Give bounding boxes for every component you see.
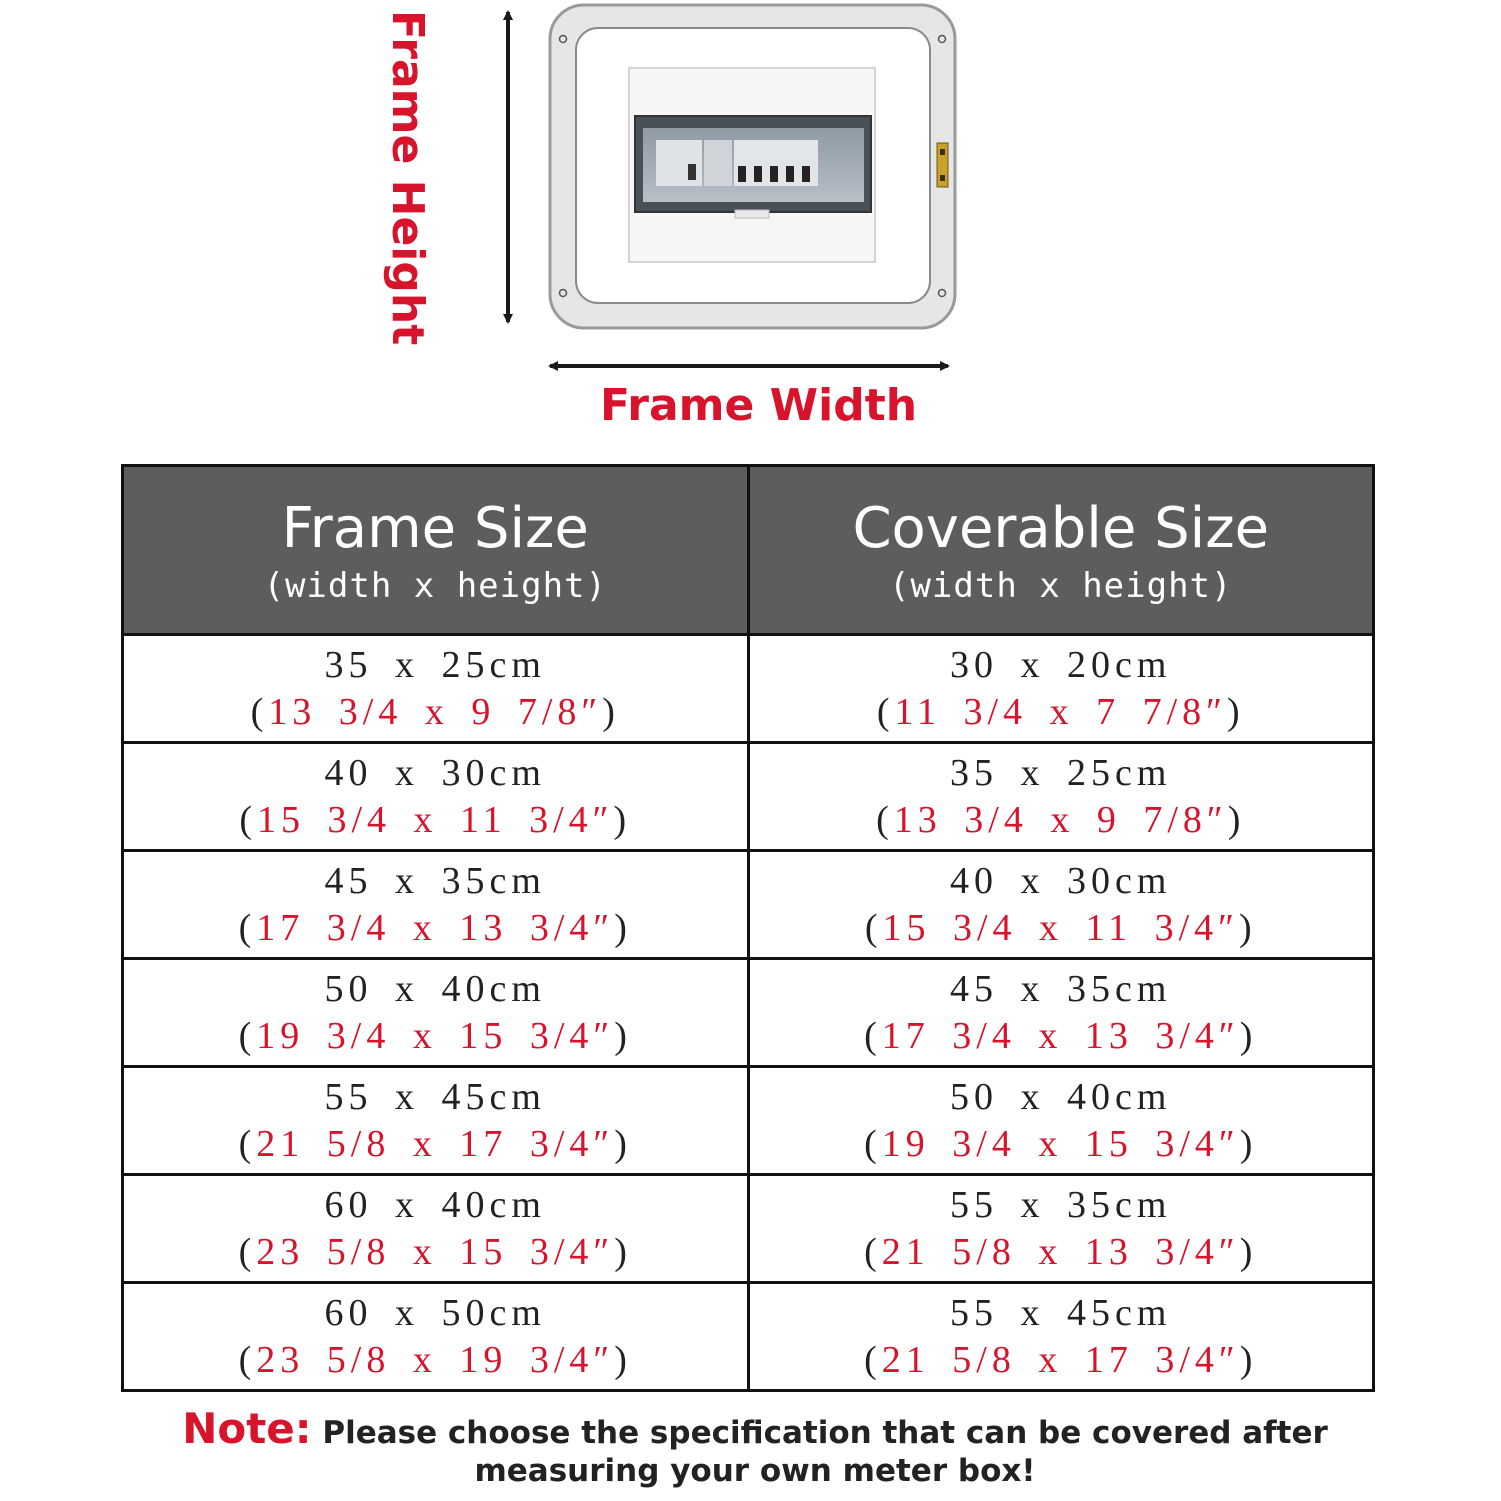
frame-inch: (23 5/8 x 19 3/4″)	[238, 1338, 632, 1381]
cover-inch: (15 3/4 x 11 3/4″)	[864, 906, 1257, 949]
frame-cm: 60 x 40cm	[324, 1183, 546, 1226]
note	[100, 1404, 1410, 1490]
table-header-row	[123, 466, 1374, 635]
frame-size-cell	[123, 959, 749, 1067]
frame-height-label: Frame Height	[382, 10, 433, 346]
table-row	[123, 635, 1374, 743]
cover-cm: 40 x 30cm	[950, 859, 1172, 902]
cover-inch: (19 3/4 x 15 3/4″)	[864, 1122, 1258, 1165]
frame-cm: 55 x 45cm	[324, 1075, 546, 1118]
header-title: Coverable Size	[852, 496, 1270, 561]
frame-diagram	[0, 0, 1501, 450]
cover-inch: (13 3/4 x 9 7/8″)	[876, 798, 1246, 841]
coverable-size-cell	[748, 743, 1374, 851]
table-row	[123, 743, 1374, 851]
coverable-size-header	[748, 466, 1374, 635]
cover-inch: (21 5/8 x 17 3/4″)	[864, 1338, 1258, 1381]
frame-size-cell	[123, 1175, 749, 1283]
note-label: Note:	[182, 1404, 312, 1453]
table-row	[123, 959, 1374, 1067]
cover-inch: (17 3/4 x 13 3/4″)	[864, 1014, 1258, 1057]
frame-size-cell	[123, 1283, 749, 1391]
coverable-size-cell	[748, 851, 1374, 959]
frame-inch: (13 3/4 x 9 7/8″)	[250, 690, 620, 733]
electrical-panel	[629, 68, 875, 262]
table-row	[123, 851, 1374, 959]
table-row	[123, 1283, 1374, 1391]
note-text: Please choose the specification that can be covered after measuring your own meter box!	[322, 1415, 1328, 1489]
frame-cm: 40 x 30cm	[324, 751, 546, 794]
frame-size-cell	[123, 1067, 749, 1175]
cover-cm: 50 x 40cm	[950, 1075, 1172, 1118]
cover-cm: 55 x 45cm	[950, 1291, 1172, 1334]
frame-inch: (17 3/4 x 13 3/4″)	[238, 906, 632, 949]
frame-size-cell	[123, 635, 749, 743]
frame-cm: 35 x 25cm	[324, 643, 546, 686]
frame-size-header	[123, 466, 749, 635]
coverable-size-cell	[748, 1283, 1374, 1391]
frame-cm: 60 x 50cm	[324, 1291, 546, 1334]
size-table	[121, 464, 1375, 1392]
cover-cm: 45 x 35cm	[950, 967, 1172, 1010]
header-title: Frame Size	[281, 496, 589, 561]
header-subtitle: (width x height)	[888, 566, 1233, 606]
frame-inch: (15 3/4 x 11 3/4″)	[239, 798, 632, 841]
table-row	[123, 1175, 1374, 1283]
cover-inch: (11 3/4 x 7 7/8″)	[876, 690, 1245, 733]
frame-size-cell	[123, 743, 749, 851]
frame-cm: 45 x 35cm	[324, 859, 546, 902]
frame-cm: 50 x 40cm	[324, 967, 546, 1010]
cover-cm: 35 x 25cm	[950, 751, 1172, 794]
cover-inch: (21 5/8 x 13 3/4″)	[864, 1230, 1258, 1273]
coverable-size-cell	[748, 1175, 1374, 1283]
coverable-size-cell	[748, 1067, 1374, 1175]
frame-width-label: Frame Width	[600, 380, 918, 431]
frame-inch: (23 5/8 x 15 3/4″)	[238, 1230, 632, 1273]
header-subtitle: (width x height)	[263, 566, 607, 606]
coverable-size-cell	[748, 635, 1374, 743]
table-row	[123, 1067, 1374, 1175]
frame-inch: (19 3/4 x 15 3/4″)	[238, 1014, 632, 1057]
coverable-size-cell	[748, 959, 1374, 1067]
cover-cm: 55 x 35cm	[950, 1183, 1172, 1226]
frame-inch: (21 5/8 x 17 3/4″)	[238, 1122, 632, 1165]
cover-cm: 30 x 20cm	[950, 643, 1172, 686]
frame-size-cell	[123, 851, 749, 959]
